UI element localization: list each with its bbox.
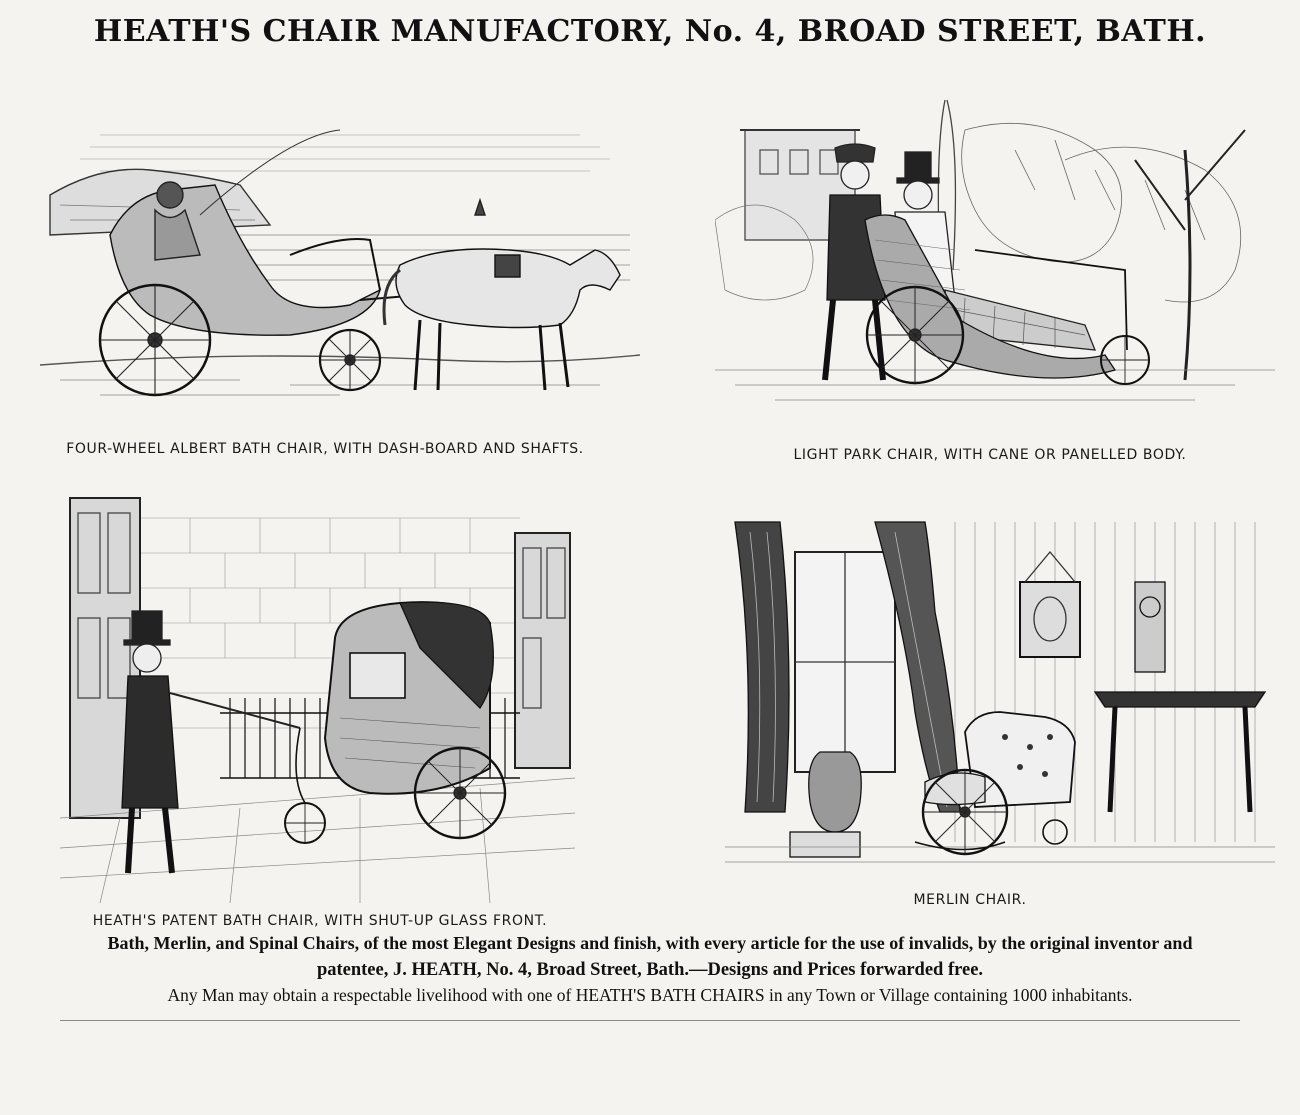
description-line-1: Bath, Merlin, and Spinal Chairs, of the most Elegant Designs and finish, with every article for the use of invalids, by the original inventor and [107, 933, 1193, 953]
livelihood-note: Any Man may obtain a respectable livelihood with one of HEATH'S BATH CHAIRS in any Town or Village containing 1000 inhabitants. [167, 985, 1133, 1005]
illustration-park-chair [715, 70, 1275, 430]
illustration-merlin-chair [725, 512, 1275, 877]
page-title: HEATH'S CHAIR MANUFACTORY, No. 4, BROAD STREET, BATH. [93, 14, 1207, 49]
illustration-patent-chair [60, 478, 575, 903]
caption-park-chair: LIGHT PARK CHAIR, WITH CANE OR PANELLED BODY. [793, 447, 1187, 463]
description-line-2: patentee, J. HEATH, No. 4, Broad Street, Bath.—Designs and Prices forwarded free. [316, 960, 984, 980]
caption-patent-chair: HEATH'S PATENT BATH CHAIR, WITH SHUT-UP GLASS FRONT. [92, 913, 548, 929]
bottom-rule [60, 1020, 1240, 1021]
caption-albert-chair: FOUR-WHEEL ALBERT BATH CHAIR, WITH DASH-BOARD AND SHAFTS. [66, 441, 584, 457]
caption-merlin-chair: MERLIN CHAIR. [913, 892, 1027, 908]
illustration-albert-chair [40, 75, 640, 425]
